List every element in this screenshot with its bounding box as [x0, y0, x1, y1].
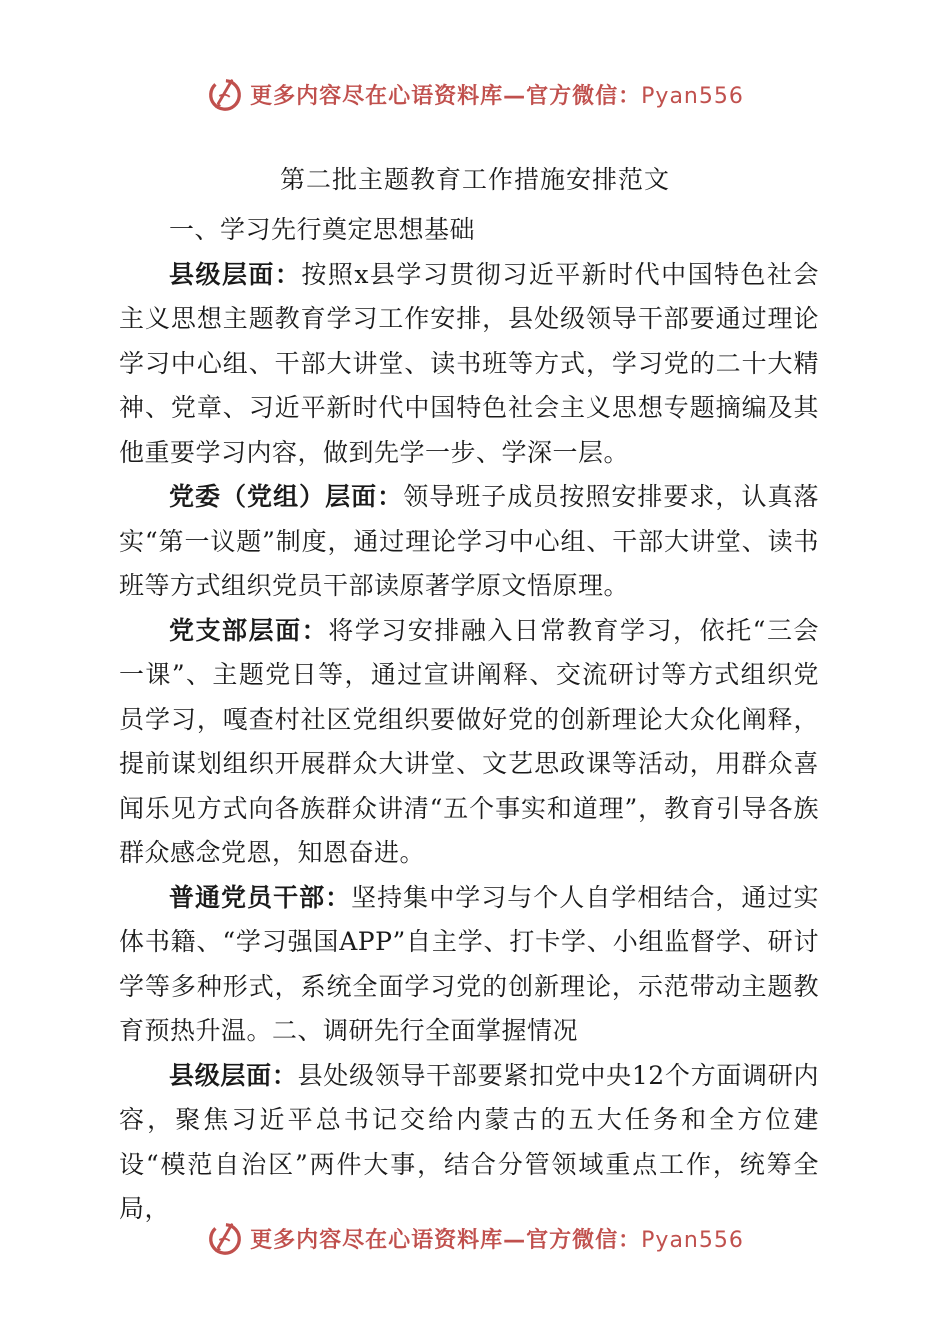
document-title: 第二批主题教育工作措施安排范文 — [279, 165, 670, 194]
paragraph-body: 领导班子成员按照安排要求，认真落实“第一议题”制度，通过理论学习中心组、干部大讲堂、读书班等方式组织党员干部读原著学原文悟原理。 — [119, 482, 819, 600]
watermark-wechat-id: Pyan556 — [641, 83, 744, 109]
watermark-text: 更多内容尽在心语资料库—官方微信：Pyan556 — [250, 83, 744, 109]
paragraph-ordinary-members — [119, 876, 819, 1054]
paragraph-body: 按照x县学习贯彻习近平新时代中国特色社会主义思想主题教育学习工作安排，县处级领导干部要通过理论学习中心组、干部大讲堂、读书班等方式，学习党的二十大精神、党章、习近平新时代中国特色社会主义思想专题摘编及其他重要学习内容，做到先学一步、学深一层。 — [119, 259, 819, 467]
paragraph-body: 坚持集中学习与个人自学相结合，通过实体书籍、“学习强国APP”自主学、打卡学、小组监督学、研讨学等多种形式，系统全面学习党的创新理论，示范带动主题教育预热升温。二、调研先行全面掌握情况 — [119, 882, 819, 1045]
watermark-wechat-id: Pyan556 — [641, 1227, 744, 1253]
paragraph-party-branch-level — [119, 609, 819, 876]
brush-seal-logo-icon — [206, 1219, 244, 1257]
watermark-text: 更多内容尽在心语资料库—官方微信：Pyan556 — [250, 1227, 744, 1253]
document-body — [119, 208, 819, 1232]
paragraph-county-level — [119, 253, 819, 476]
paragraph-lead: 普通党员干部： — [169, 882, 352, 912]
paragraph-lead: 党支部层面： — [169, 615, 329, 645]
footer-watermark — [0, 1216, 950, 1260]
paragraph-body: 县处级领导干部要紧扣党中央12个方面调研内容，聚焦习近平总书记交给内蒙古的五大任务和全方位建设“模范自治区”两件大事，结合分管领域重点工作，统筹全局， — [119, 1060, 819, 1223]
section-heading: 一、学习先行奠定思想基础 — [169, 215, 476, 244]
paragraph-body: 将学习安排融入日常教育学习，依托“三会一课”、主题党日等，通过宣讲阐释、交流研讨等方式组织党员学习，嘎查村社区党组织要做好党的创新理论大众化阐释，提前谋划组织开展群众大讲堂、文艺思政课等活动，用群众喜闻乐见方式向各族群众讲清“五个事实和道理”，教育引导各族群众感念党恩，知恩奋进。 — [119, 615, 819, 867]
paragraph-lead: 县级层面： — [169, 259, 302, 289]
header-watermark — [0, 72, 950, 116]
paragraph-lead: 县级层面： — [169, 1060, 298, 1090]
paragraph-party-committee-level — [119, 475, 819, 609]
brush-seal-logo-icon — [206, 75, 244, 113]
paragraph-county-level-research — [119, 1054, 819, 1232]
paragraph-lead: 党委（党组）层面： — [169, 482, 404, 511]
